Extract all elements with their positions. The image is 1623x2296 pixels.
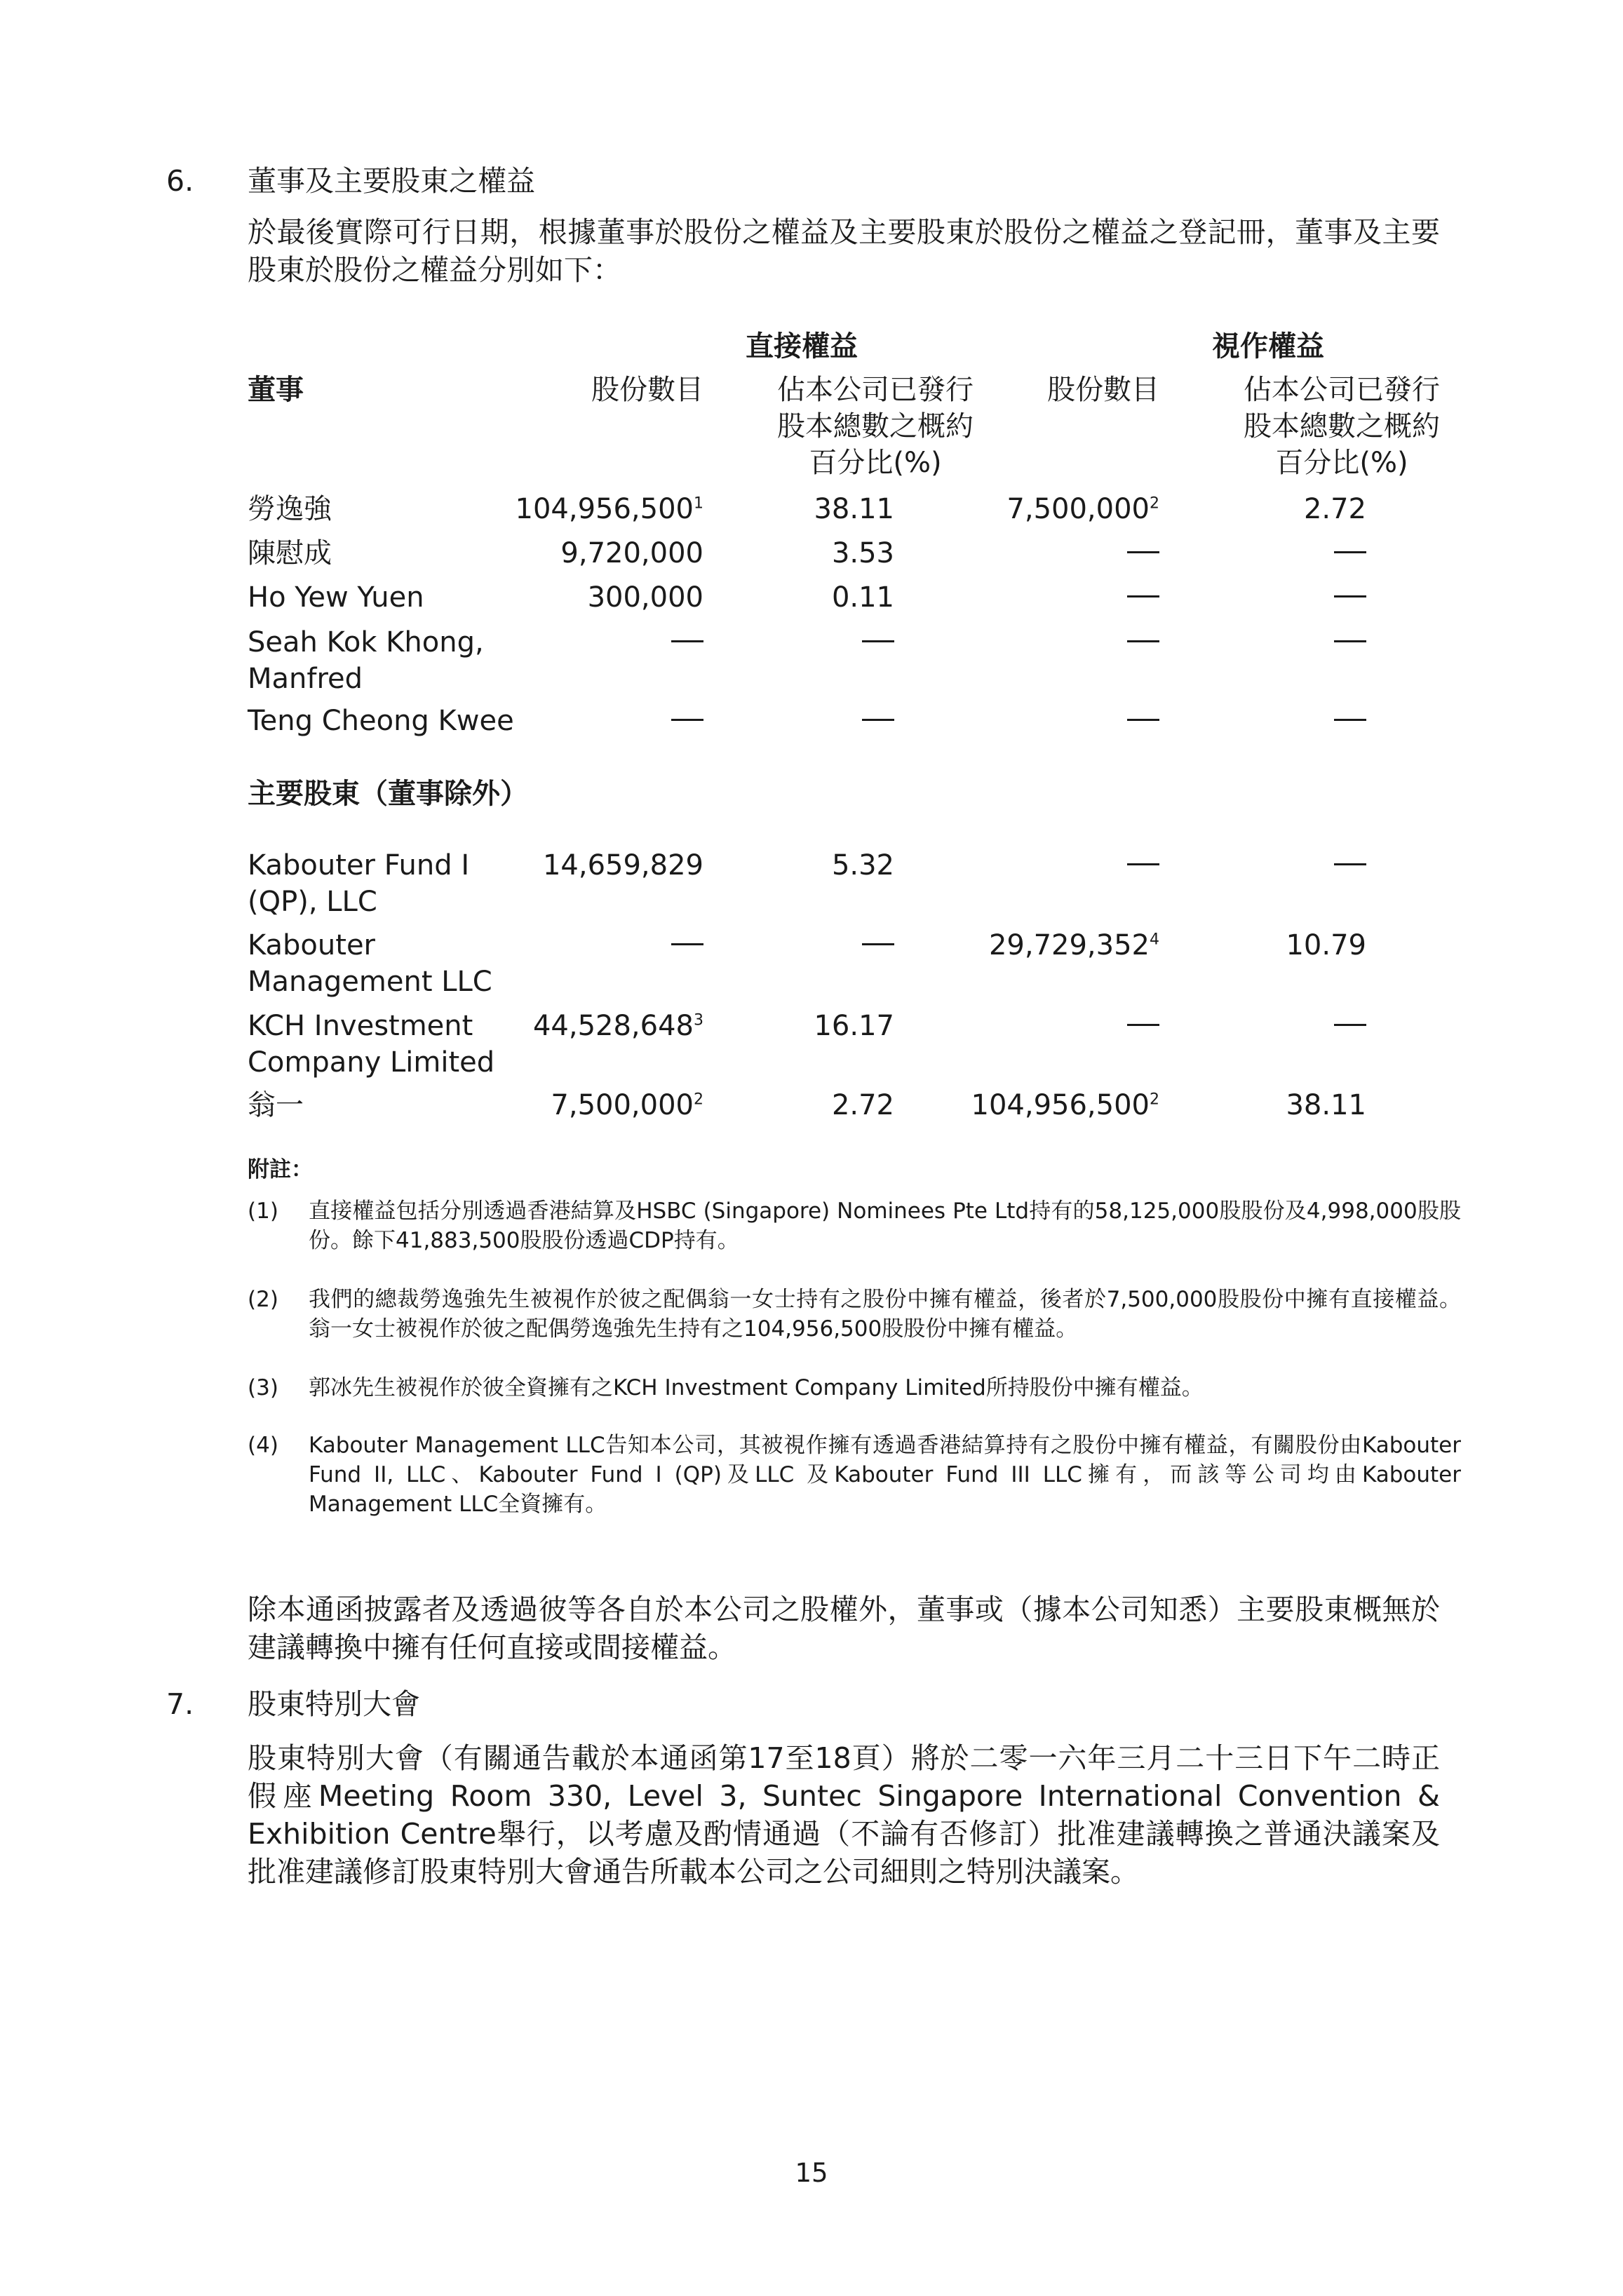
section-6-intro: 於最後實際可行日期，根據董事於股份之權益及主要股東於股份之權益之登記冊，董事及主要股東於股份之權益分別如下： bbox=[248, 215, 1440, 287]
col-header-pct-line1: 佔本公司已發行 bbox=[777, 374, 974, 406]
footnote-ref: 3 bbox=[694, 1011, 703, 1029]
col-header-deemed-pct bbox=[1208, 372, 1475, 481]
holder-name: 勞逸強 bbox=[248, 493, 332, 525]
direct-percentage: 0.11 bbox=[831, 581, 894, 614]
nil-dash bbox=[1334, 551, 1366, 553]
deemed-percentage bbox=[1334, 703, 1366, 739]
deemed-shares bbox=[1127, 535, 1159, 572]
section-7-number: 7. bbox=[166, 1687, 194, 1721]
nil-dash bbox=[671, 943, 703, 945]
note-text: Kabouter Management LLC告知本公司，其被視作擁有透過香港結算持有之股份中擁有權益，有關股份由Kabouter Fund II, LLC、Kabouter Fund I (QP)及LLC 及Kabouter Fund III LLC擁有，而該等公司均由Kabouter Management LLC全資擁有。 bbox=[309, 1433, 1461, 1517]
deemed-shares bbox=[1127, 579, 1159, 616]
col-header-pct-line1: 佔本公司已發行 bbox=[1244, 374, 1440, 406]
holder-name: Ho Yew Yuen bbox=[248, 581, 424, 614]
direct-shares bbox=[671, 703, 703, 739]
holder-name: 翁一 bbox=[248, 1089, 304, 1121]
holder-name: Kabouter Management LLC bbox=[248, 929, 492, 998]
direct-shares bbox=[671, 624, 703, 661]
nil-dash bbox=[1127, 863, 1159, 865]
nil-dash bbox=[1127, 595, 1159, 597]
nil-dash bbox=[1334, 640, 1366, 642]
deemed-shares: 7,500,000$^2$ bbox=[1006, 493, 1159, 525]
holder-name: KCH Investment Company Limited bbox=[248, 1010, 495, 1079]
direct-shares: 14,659,829 bbox=[542, 849, 703, 882]
deemed-percentage bbox=[1334, 579, 1366, 616]
deemed-shares: 29,729,352$^4$ bbox=[988, 929, 1159, 961]
col-header-pct-line3: 百分比(%) bbox=[1275, 447, 1408, 479]
direct-shares: 9,720,000 bbox=[560, 537, 703, 569]
nil-dash bbox=[1334, 863, 1366, 865]
holder-name: 陳慰成 bbox=[248, 537, 332, 569]
deemed-shares bbox=[1127, 703, 1159, 739]
nil-dash bbox=[1127, 551, 1159, 553]
note-text: 直接權益包括分別透過香港結算及HSBC (Singapore) Nominees Pte Ltd持有的58,125,000股股份及4,998,000股股份。餘下41,883,500股股份透過CDP持有。 bbox=[309, 1198, 1461, 1253]
nil-dash bbox=[1127, 1024, 1159, 1026]
footnote-ref: 4 bbox=[1150, 931, 1159, 949]
direct-shares bbox=[671, 927, 703, 964]
holder-name: Teng Cheong Kwee bbox=[248, 705, 514, 737]
col-header-director: 董事 bbox=[248, 374, 304, 406]
note-number: (3) bbox=[248, 1375, 278, 1400]
nil-dash bbox=[1127, 719, 1159, 721]
deemed-shares: 104,956,500$^2$ bbox=[971, 1089, 1159, 1121]
direct-percentage bbox=[862, 703, 894, 739]
col-header-pct-line3: 百分比(%) bbox=[809, 447, 942, 479]
nil-dash bbox=[862, 719, 894, 721]
section-7-title: 股東特別大會 bbox=[248, 1687, 420, 1721]
notes-label: 附註： bbox=[248, 1157, 313, 1182]
direct-shares: 7,500,000$^2$ bbox=[551, 1089, 703, 1121]
col-header-deemed-shares: 股份數目 bbox=[1047, 374, 1159, 406]
nil-dash bbox=[1127, 640, 1159, 642]
deemed-percentage bbox=[1334, 1008, 1366, 1044]
direct-percentage: 3.53 bbox=[831, 537, 894, 569]
section-6-number: 6. bbox=[166, 164, 194, 198]
nil-dash bbox=[1334, 719, 1366, 721]
nil-dash bbox=[1334, 595, 1366, 597]
direct-percentage: 16.17 bbox=[814, 1010, 894, 1042]
footnote-ref: 2 bbox=[1150, 1090, 1159, 1109]
deemed-percentage: 10.79 bbox=[1286, 929, 1366, 961]
nil-dash bbox=[862, 943, 894, 945]
note-number: (4) bbox=[248, 1433, 278, 1458]
note-text: 我們的總裁勞逸強先生被視作於彼之配偶翁一女士持有之股份中擁有權益，後者於7,500,000股股份中擁有直接權益。翁一女士被視作於彼之配偶勞逸強先生持有之104,956,500股股份中擁有權益。 bbox=[309, 1287, 1461, 1342]
deemed-percentage bbox=[1334, 847, 1366, 884]
section-6-heading bbox=[166, 163, 1429, 199]
direct-shares: 300,000 bbox=[587, 581, 703, 614]
group-deemed-interest: 視作權益 bbox=[1212, 330, 1324, 363]
deemed-shares bbox=[1127, 624, 1159, 661]
direct-shares: 44,528,648$^3$ bbox=[532, 1010, 703, 1042]
deemed-percentage bbox=[1334, 535, 1366, 572]
section-7-body: 股東特別大會（有關通告載於本通函第17至18頁）將於二零一六年三月二十三日下午二時正假座Meeting Room 330, Level 3, Suntec Singapore International Convention & Exhibition Centre舉行，以考慮及酌情通過（不論有否修訂）批准建議轉換之普通決議案及批准建議修訂股東特別大會通告所載本公司之公司細則之特別決議案。 bbox=[248, 1741, 1440, 1889]
footnote-ref: 1 bbox=[694, 494, 703, 513]
direct-percentage bbox=[862, 927, 894, 964]
col-header-pct-line2: 股本總數之概約 bbox=[1244, 410, 1440, 443]
footnote-ref: 2 bbox=[1150, 494, 1159, 513]
direct-percentage: 38.11 bbox=[814, 493, 894, 525]
direct-percentage: 2.72 bbox=[831, 1089, 894, 1121]
note-text: 郭冰先生被視作於彼全資擁有之KCH Investment Company Limited所持股份中擁有權益。 bbox=[309, 1375, 1204, 1400]
direct-percentage bbox=[862, 624, 894, 661]
nil-dash bbox=[671, 640, 703, 642]
col-header-pct-line2: 股本總數之概約 bbox=[777, 410, 974, 443]
deemed-shares bbox=[1127, 847, 1159, 884]
document-page: 6. 董事及主要股東之權益 於最後實際可行日期，根據董事於股份之權益及主要股東於股份之權益之登記冊，董事及主要股東於股份之權益分別如下： 直接權益 視作權益 董事 股份數目 佔本公司已發行 股本總數之概約 百分比(%) 股份數目 佔本公司已發行 股本總數之概約 百分比(%) 勞逸強 104,956,500$^1$ 38.11 7,500,000$^2$ 2.72 陳慰成 9,720,000 3.53 Ho Yew Yuen 300,000 0.11 Seah Kok Khong, Manfred Teng Cheong Kwee 主要股東（董事除外） Kabouter Fund I (QP), LLC 14,659,829 5.32 Kabouter Management LLC 29,729,352$^4$ 10.79 KCH Investment Company Limited 44,528,648$^3$ 16.17 翁一 7,500,000$^2$ 2.72 104,956,500$^2$ 38.11 附註： (1) 直接權益包括分別透過香港結算及HSBC (Singapore) Nominees Pte Ltd持有的58,125,000股股份及4,998,000股股份。餘下41,883,500股股份透過CDP持有。 (2) 我們的總裁勞逸強先生被視作於彼之配偶翁一女士持有之股份中擁有權益，後者於7,500,000股股份中擁有直接權益。翁一女士被視作於彼之配偶勞逸強先生持有之104,956,500股股份中擁有權益。 (3) 郭冰先生被視作於彼全資擁有之KCH Investment Company Limited所持股份中擁有權益。 (4) Kabouter Management LLC告知本公司，其被視作擁有透過香港結算持有之股份中擁有權益，有關股份由Kabouter Fund II, LLC、Kabouter Fund I (QP)及LLC 及Kabouter Fund III LLC擁有，而該等公司均由Kabouter Management LLC全資擁有。 除本通函披露者及透過彼等各自於本公司之股權外，董事或（據本公司知悉）主要股東概無於建議轉換中擁有任何直接或間接權益。 7. 股東特別大會 股東特別大會（有關通告載於本通函第17至18頁）將於二零一六年三月二十三日下午二時正假座Meeting Room 330, Level 3, Suntec Singapore International Convention & Exhibition Centre舉行，以考慮及酌情通過（不論有否修訂）批准建議轉換之普通決議案及批准建議修訂股東特別大會通告所載本公司之公司細則之特別決議案。 15 bbox=[0, 0, 1623, 2296]
nil-dash bbox=[1334, 1024, 1366, 1026]
note-number: (1) bbox=[248, 1198, 278, 1224]
page-number: 15 bbox=[795, 2158, 828, 2188]
deemed-percentage: 2.72 bbox=[1303, 493, 1366, 525]
deemed-percentage bbox=[1334, 624, 1366, 661]
holder-name: Seah Kok Khong, Manfred bbox=[248, 626, 484, 695]
nil-dash bbox=[862, 640, 894, 642]
col-header-direct-shares: 股份數目 bbox=[591, 374, 703, 406]
direct-percentage: 5.32 bbox=[831, 849, 894, 882]
section-6-title: 董事及主要股東之權益 bbox=[248, 164, 535, 198]
footnote-ref: 2 bbox=[694, 1090, 703, 1109]
col-header-direct-pct bbox=[742, 372, 1009, 481]
deemed-shares bbox=[1127, 1008, 1159, 1044]
closing-paragraph: 除本通函披露者及透過彼等各自於本公司之股權外，董事或（據本公司知悉）主要股東概無於建議轉換中擁有任何直接或間接權益。 bbox=[248, 1593, 1440, 1664]
holder-name: Kabouter Fund I (QP), LLC bbox=[248, 849, 470, 918]
nil-dash bbox=[671, 719, 703, 721]
section-7-heading bbox=[166, 1686, 1429, 1722]
note-number: (2) bbox=[248, 1287, 278, 1312]
deemed-percentage: 38.11 bbox=[1286, 1089, 1366, 1121]
direct-shares: 104,956,500$^1$ bbox=[515, 493, 703, 525]
group-direct-interest: 直接權益 bbox=[746, 330, 858, 363]
